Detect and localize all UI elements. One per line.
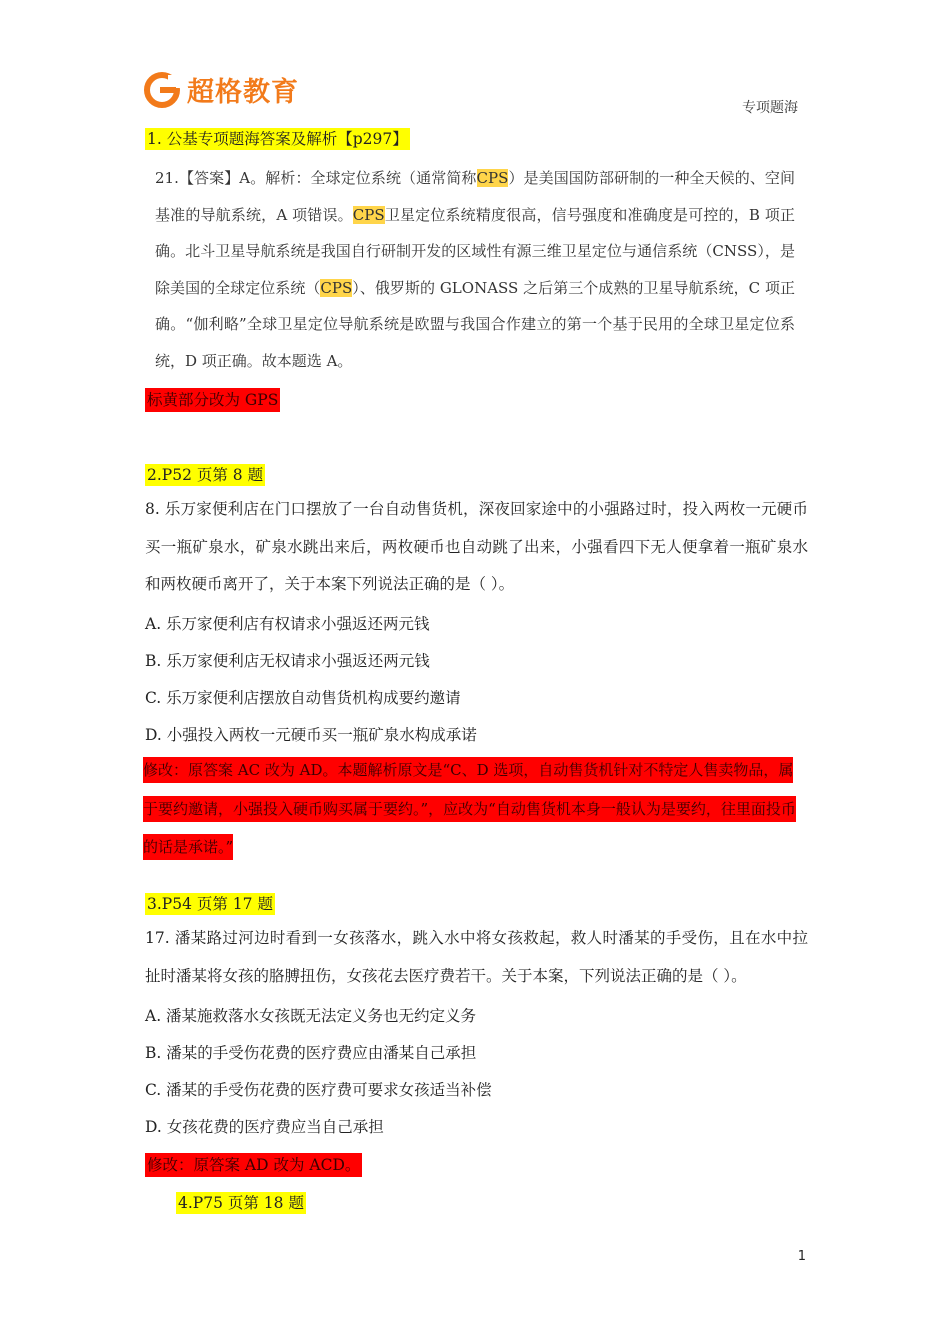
item2-option-d: D. 小强投入两枚一元硬币买一瓶矿泉水构成承诺 [145, 726, 477, 744]
item3-question: 17. 潘某路过河边时看到一女孩落水，跳入水中将女孩救起，救人时潘某的手受伤，且在水中拉扯时潘某将女孩的胳膊扭伤，女孩花去医疗费若干。关于本案，下列说法正确的是（ ）。 [145, 929, 808, 985]
item1-tag2: CPS [352, 205, 385, 224]
header-section-label: 专项题海 [742, 100, 798, 116]
item3-title: 3.P54 页第 17 题 [147, 895, 273, 913]
item1-title: 1. 公基专项题海答案及解析【p297】 [147, 130, 408, 148]
item3-option-b: B. 潘某的手受伤花费的医疗费应由潘某自己承担 [145, 1044, 477, 1062]
item1-tag1: CPS [476, 169, 509, 187]
item2-title: 2.P52 页第 8 题 [147, 466, 264, 484]
logo-mark-icon [143, 71, 181, 109]
item2-correction: 修改：原答案 AC 改为 AD。本题解析原文是“C、D 选项，自动售货机针对不特定人售卖物品，属于要约邀请，小强投入硬币购买属于要约。”，应改为“自动售货机本身一般认为是要约，往里面投币的话是承诺。” [143, 751, 806, 867]
brand-name: 超格教育 [187, 77, 299, 108]
item2-option-b: B. 乐万家便利店无权请求小强返还两元钱 [145, 652, 430, 670]
item3-option-a: A. 潘某施救落水女孩既无法定义务也无约定义务 [145, 1007, 477, 1025]
item3-option-c: C. 潘某的手受伤花费的医疗费可要求女孩适当补偿 [145, 1081, 492, 1099]
item2-option-a: A. 乐万家便利店有权请求小强返还两元钱 [145, 615, 430, 633]
item4-title: 4.P75 页第 18 题 [178, 1194, 304, 1212]
item1-correction: 标黄部分改为 GPS [145, 388, 280, 410]
item3-correction: 修改：原答案 AD 改为 ACD。 [145, 1153, 362, 1175]
item1-answer-image: 21.【答案】A。解析：全球定位系统（通常简称CPS）是美国国防部研制的一种全天候的、空间基准的导航系统，A 项错误。CPS卫星定位系统精度很高，信号强度和准确度是可控的，B 项正确。北斗卫星导航系统是我国自行研制开发的区域性有源三维卫星定位与通信系统（CNSS），是除美国的全球定位系统（CPS）、俄罗斯的 GLONASS 之后第三个成熟的卫星导航系统，C 项正确。“伽利略”全球卫星定位导航系统是欧盟与我国合作建立的第一个基于民用的全球卫星定位系统，D 项正确。故本题选 A。 [155, 169, 795, 370]
item2-option-c: C. 乐万家便利店摆放自动售货机构成要约邀请 [145, 689, 461, 707]
brand-logo [143, 70, 299, 109]
item1-tag3: CPS [320, 278, 353, 297]
item2-question: 8. 乐万家便利店在门口摆放了一台自动售货机，深夜回家途中的小强路过时，投入两枚一元硬币买一瓶矿泉水，矿泉水跳出来后，两枚硬币也自动跳了出来，小强看四下无人便拿着一瓶矿泉水和两枚硬币离开了，关于本案下列说法正确的是（ ）。 [145, 500, 808, 593]
item3-option-d: D. 女孩花费的医疗费应当自己承担 [145, 1118, 384, 1136]
page-number: 1 [797, 1249, 806, 1264]
